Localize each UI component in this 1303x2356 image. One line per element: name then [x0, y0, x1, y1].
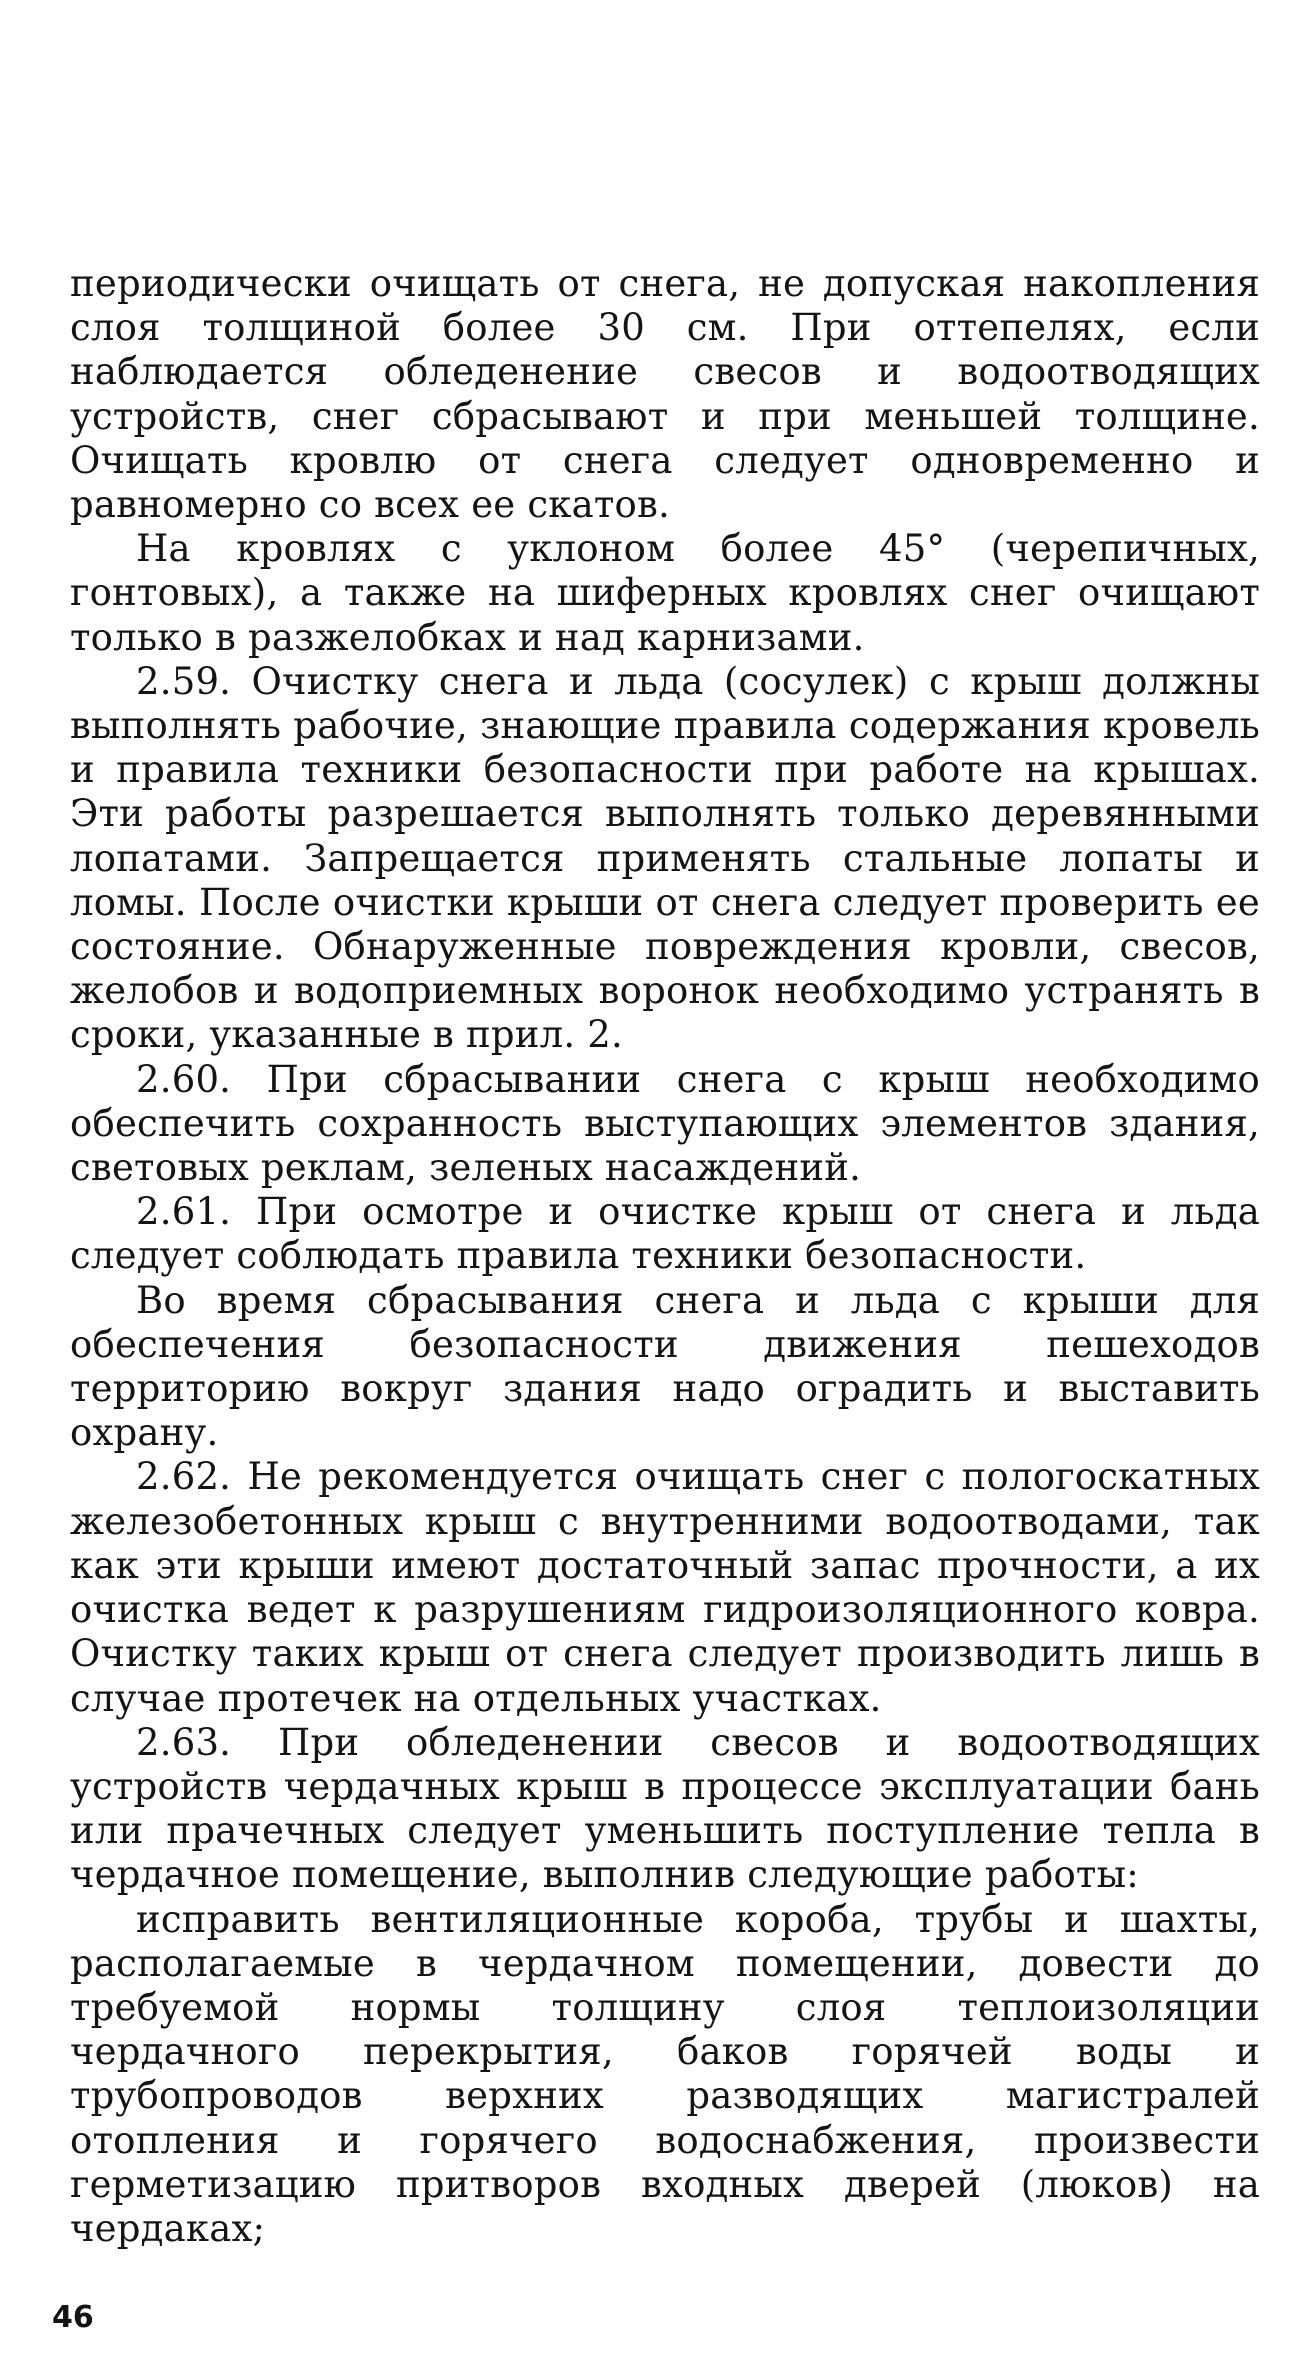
paragraph-pedestrian-safety: Во время сбрасывания снега и льда с крыши для обеспечения безопасности движения пешеходов территорию вокруг здания надо оградить и выставить охрану. — [70, 1278, 1260, 1455]
paragraph-2-63: 2.63. При обледенении свесов и водоотводящих устройств чердачных крыш в процессе эксплуатации бань или прачечных следует уменьшить поступление тепла в чердачное помещение, выполнив следующие работы: — [70, 1720, 1260, 1897]
page-body — [70, 262, 1260, 2251]
paragraph-2-59: 2.59. Очистку снега и льда (сосулек) с крыш должны выполнять рабочие, знающие правила содержания кровель и правила техники безопасности при работе на крышах. Эти работы разрешается выполнять только деревянными лопатами. Запрещается применять стальные лопаты и ломы. После очистки крыши от снега следует проверить ее состояние. Обнаруженные повреждения кровли, свесов, желобов и водоприемных воронок необходимо устранять в сроки, указанные в прил. 2. — [70, 659, 1260, 1057]
paragraph-works-list: исправить вентиляционные короба, трубы и шахты, располагаемые в чердачном помещении, довести до требуемой нормы толщину слоя теплоизоляции чердачного перекрытия, баков горячей воды и трубопроводов верхних разводящих магистралей отопления и горячего водоснабжения, произвести герметизацию притворов входных дверей (люков) на чердаках; — [70, 1897, 1260, 2250]
paragraph-2-61: 2.61. При осмотре и очистке крыш от снега и льда следует соблюдать правила техники безопасности. — [70, 1190, 1260, 1278]
paragraph-2-62: 2.62. Не рекомендуется очищать снег с пологоскатных железобетонных крыш с внутренними водоотводами, так как эти крыши имеют достаточный запас прочности, а их очистка ведет к разрушениям гидроизоляционного ковра. Очистку таких крыш от снега следует производить лишь в случае протечек на отдельных участках. — [70, 1455, 1260, 1720]
paragraph-2-60: 2.60. При сбрасывании снега с крыш необходимо обеспечить сохранность выступающих элементов здания, световых реклам, зеленых насаждений. — [70, 1057, 1260, 1190]
paragraph-steep-roofs: На кровлях с уклоном более 45° (черепичных, гонтовых), а также на шиферных кровлях снег очищают только в разжелобках и над карнизами. — [70, 527, 1260, 659]
page-number: 46 — [52, 2300, 94, 2335]
paragraph-continuation: периодически очищать от снега, не допуская накопления слоя толщиной более 30 см. При оттепелях, если наблюдается обледенение свесов и водоотводящих устройств, снег сбрасывают и при меньшей толщине. Очищать кровлю от снега следует одновременно и равномерно со всех ее скатов. — [70, 262, 1260, 527]
